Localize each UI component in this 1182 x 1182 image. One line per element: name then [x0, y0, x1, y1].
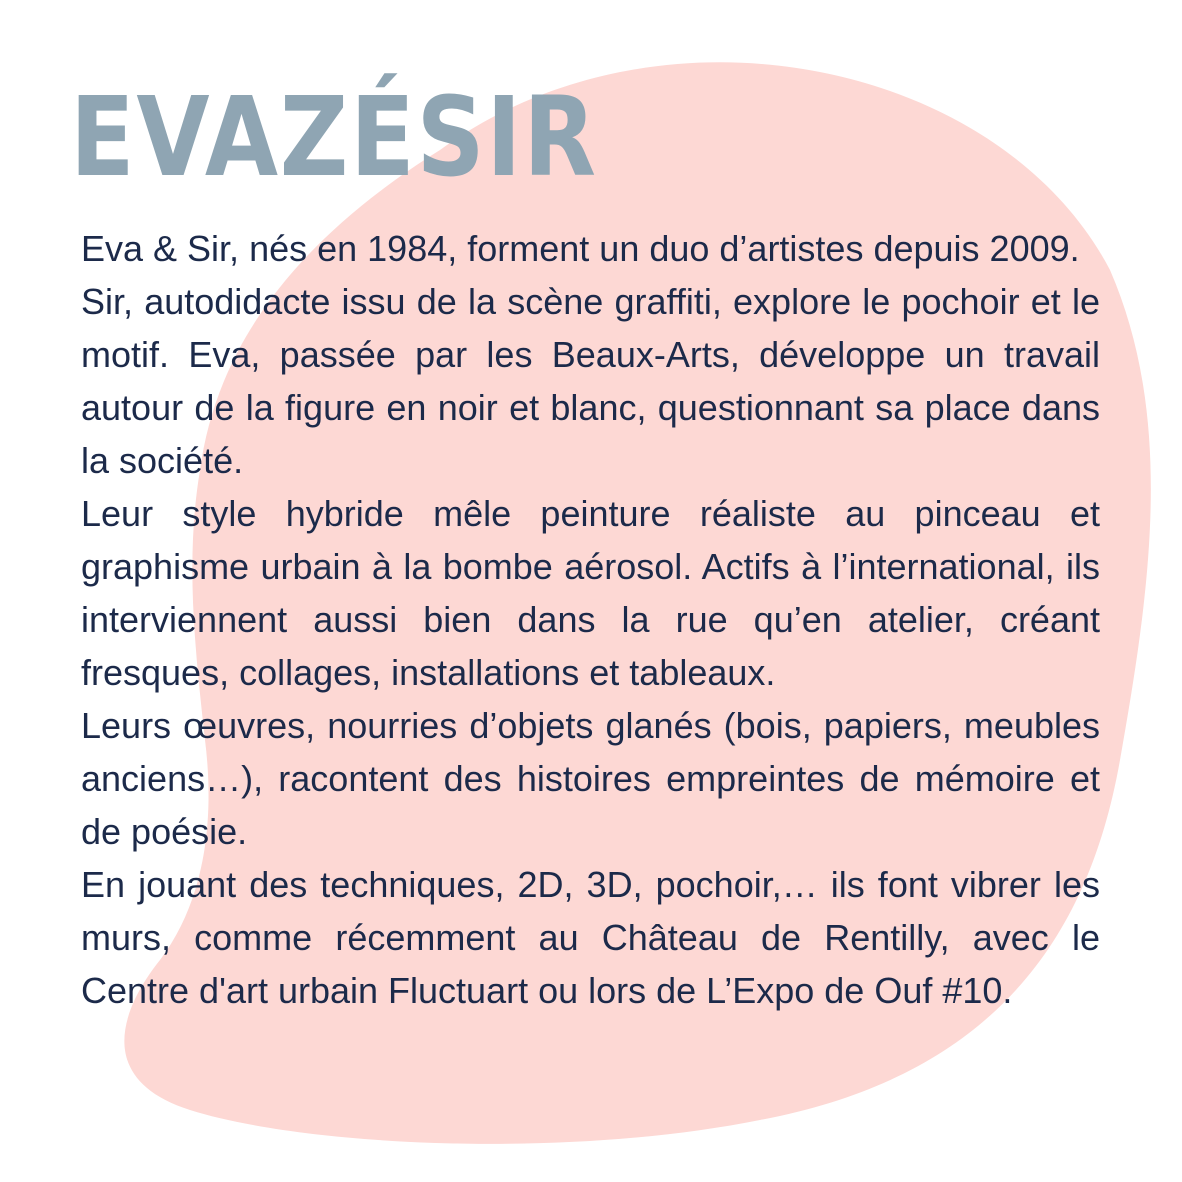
paragraph-intro: Eva & Sir, nés en 1984, forment un duo d’artistes depuis 2009. — [81, 228, 1080, 269]
biography-text — [81, 222, 1100, 1017]
paragraph-oeuvres: Leurs œuvres, nourries d’objets glanés (bois, papiers, meubles anciens…), racontent des histoires empreintes de mémoire et de poésie. — [81, 705, 1100, 852]
paragraph-techniques: En jouant des techniques, 2D, 3D, pochoir,… ils font vibrer les murs, comme récemment au Château de Rentilly, avec le Centre d'art urbain Fluctuart ou lors de L’Expo de Ouf #10. — [81, 864, 1100, 1011]
paragraph-style: Leur style hybride mêle peinture réaliste au pinceau et graphisme urbain à la bombe aérosol. Actifs à l’international, ils interviennent aussi bien dans la rue qu’en atelier, créant fresques, collages, installations et tableaux. — [81, 493, 1100, 693]
page-title: EVAZÉSIR — [70, 73, 598, 201]
paragraph-sir-eva: Sir, autodidacte issu de la scène graffiti, explore le pochoir et le motif. Eva, passée par les Beaux-Arts, développe un travail autour de la figure en noir et blanc, questionnant sa place dans la société. — [81, 281, 1100, 481]
